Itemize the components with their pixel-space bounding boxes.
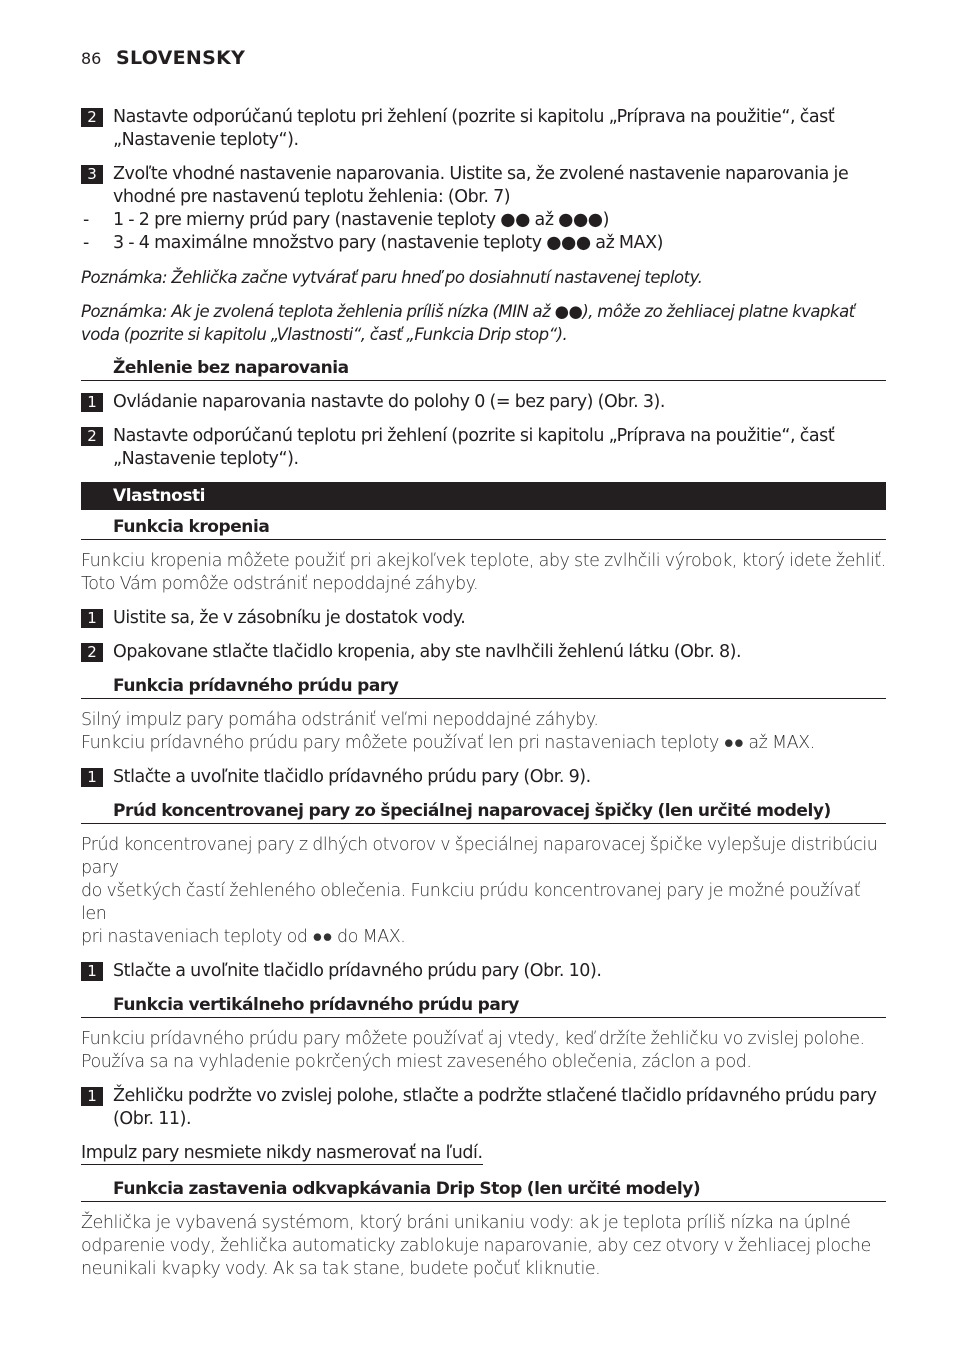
paragraph-line: Toto Vám pomôže odstrániť nepoddajné záhyby. xyxy=(81,574,479,594)
step-text: Stlačte a uvoľnite tlačidlo prídavného prúdu pary (Obr. 10). xyxy=(113,961,602,981)
step-item xyxy=(81,766,886,789)
step-text: Ovládanie naparovania nastavte do polohy 0 (= bez pary) (Obr. 3). xyxy=(113,392,666,412)
step-item xyxy=(81,641,886,664)
paragraph-line: Funkciu prídavného prúdu pary môžete používať aj vtedy, keď držíte žehličku vo zvislej polohe. xyxy=(81,1029,865,1049)
note-text: Poznámka: Žehlička začne vytvárať paru hneď po dosiahnutí nastavenej teploty. xyxy=(81,268,703,287)
step-text: Uistite sa, že v zásobníku je dostatok vody. xyxy=(113,608,466,628)
note-text: Poznámka: Ak je zvolená teplota žehlenia príliš nízka (MIN až ●●), môže zo žehliacej platne kvapkať voda (pozrite si kapitolu „Vlastnosti“, časť „Funkcia Drip stop“). xyxy=(81,302,855,344)
body-paragraph xyxy=(81,550,886,596)
step-text: Stlačte a uvoľnite tlačidlo prídavného prúdu pary (Obr. 9). xyxy=(113,767,591,787)
subsection-heading xyxy=(81,516,886,540)
paragraph-line: Žehlička je vybavená systémom, ktorý bráni unikaniu vody: ak je teplota príliš nízka na úplné xyxy=(81,1213,851,1233)
subsection-heading xyxy=(81,800,886,824)
step-number-badge: 1 xyxy=(81,768,103,787)
page-header xyxy=(81,47,245,69)
step-text: Nastavte odporúčanú teplotu pri žehlení (pozrite si kapitolu „Príprava na použitie“, časť „Nastavenie teploty“). xyxy=(113,426,835,469)
paragraph-line: Používa sa na vyhladenie pokrčených miest zaveseného oblečenia, záclon a pod. xyxy=(81,1052,752,1072)
dash-list-item xyxy=(81,232,886,255)
dash-bullet: - xyxy=(83,210,89,230)
subsection-title: Žehlenie bez naparovania xyxy=(113,358,349,378)
step-item xyxy=(81,960,886,983)
step-item xyxy=(81,425,886,471)
subsection-heading xyxy=(81,994,886,1018)
paragraph-line: odparenie vody, žehlička automaticky zablokuje naparovanie, aby cez otvory v žehliacej ploche xyxy=(81,1236,871,1256)
step-number-badge: 3 xyxy=(81,165,103,184)
subsection-title: Funkcia kropenia xyxy=(113,517,270,537)
dash-bullet: - xyxy=(83,233,89,253)
paragraph-line: Funkciu prídavného prúdu pary môžete používať len pri nastaveniach teploty ●● až MAX. xyxy=(81,733,815,753)
paragraph-line: neunikali kvapky vody. Ak sa tak stane, budete počuť kliknutie. xyxy=(81,1259,601,1279)
dash-item-text: 1 - 2 pre mierny prúd pary (nastavenie teploty ●● až ●●●) xyxy=(113,210,610,230)
step-text: Nastavte odporúčanú teplotu pri žehlení (pozrite si kapitolu „Príprava na použitie“, časť „Nastavenie teploty“). xyxy=(113,107,835,150)
step-number-badge: 1 xyxy=(81,393,103,412)
subsection-heading xyxy=(81,1178,886,1202)
dash-list xyxy=(81,209,886,255)
subsection-title: Funkcia zastavenia odkvapkávania Drip Stop (len určité modely) xyxy=(113,1179,701,1199)
language-title: SLOVENSKY xyxy=(115,47,246,69)
subsection-heading xyxy=(81,357,886,381)
step-text: Žehličku podržte vo zvislej polohe, stlačte a podržte stlačené tlačidlo prídavného prúdu pary (Obr. 11). xyxy=(113,1086,877,1129)
subsection-title: Prúd koncentrovanej pary zo špeciálnej naparovacej špičky (len určité modely) xyxy=(113,801,831,821)
paragraph-line: Silný impulz pary pomáha odstrániť veľmi nepoddajné záhyby. xyxy=(81,710,599,730)
warning-text: Impulz pary nesmiete nikdy nasmerovať na ľudí. xyxy=(81,1143,483,1163)
step-item xyxy=(81,1085,886,1131)
subsection-heading xyxy=(81,675,886,699)
step-number-badge: 2 xyxy=(81,427,103,446)
subsection-title: Funkcia vertikálneho prídavného prúdu pary xyxy=(113,995,519,1015)
step-item xyxy=(81,391,886,414)
step-text: Zvoľte vhodné nastavenie naparovania. Uistite sa, že zvolené nastavenie naparovania je vhodné pre nastavenú teplotu žehlenia: (Obr. 7) xyxy=(113,164,849,207)
body-paragraph xyxy=(81,834,886,949)
step-number-badge: 2 xyxy=(81,643,103,662)
subsection-title: Funkcia prídavného prúdu pary xyxy=(113,676,399,696)
step-number-badge: 1 xyxy=(81,1087,103,1106)
paragraph-line: Funkciu kropenia môžete použiť pri akejkoľvek teplote, aby ste zvlhčili výrobok, ktorý idete žehliť. xyxy=(81,551,886,571)
page-number: 86 xyxy=(81,49,102,68)
body-paragraph xyxy=(81,1028,886,1074)
step-number-badge: 1 xyxy=(81,962,103,981)
step-item xyxy=(81,163,886,209)
dash-list-item xyxy=(81,209,886,232)
paragraph-line: pri nastaveniach teploty od ●● do MAX. xyxy=(81,927,406,947)
dash-item-text: 3 - 4 maximálne množstvo pary (nastavenie teploty ●●● až MAX) xyxy=(113,233,664,253)
body-paragraph xyxy=(81,1212,886,1281)
paragraph-line: Prúd koncentrovanej pary z dlhých otvorov v špeciálnej naparovacej špičke vylepšuje distribúciu pary xyxy=(81,835,878,878)
warning-block xyxy=(81,1142,886,1178)
step-item xyxy=(81,607,886,630)
step-text: Opakovane stlačte tlačidlo kropenia, aby ste navlhčili žehlenú látku (Obr. 8). xyxy=(113,642,742,662)
step-item xyxy=(81,106,886,152)
page-content xyxy=(81,106,886,1292)
section-heading-bar: Vlastnosti xyxy=(81,482,886,510)
step-number-badge: 1 xyxy=(81,609,103,628)
paragraph-line: do všetkých častí žehleného oblečenia. Funkciu prúdu koncentrovanej pary je možné používať len xyxy=(81,881,861,924)
body-paragraph xyxy=(81,709,886,755)
step-number-badge: 2 xyxy=(81,108,103,127)
